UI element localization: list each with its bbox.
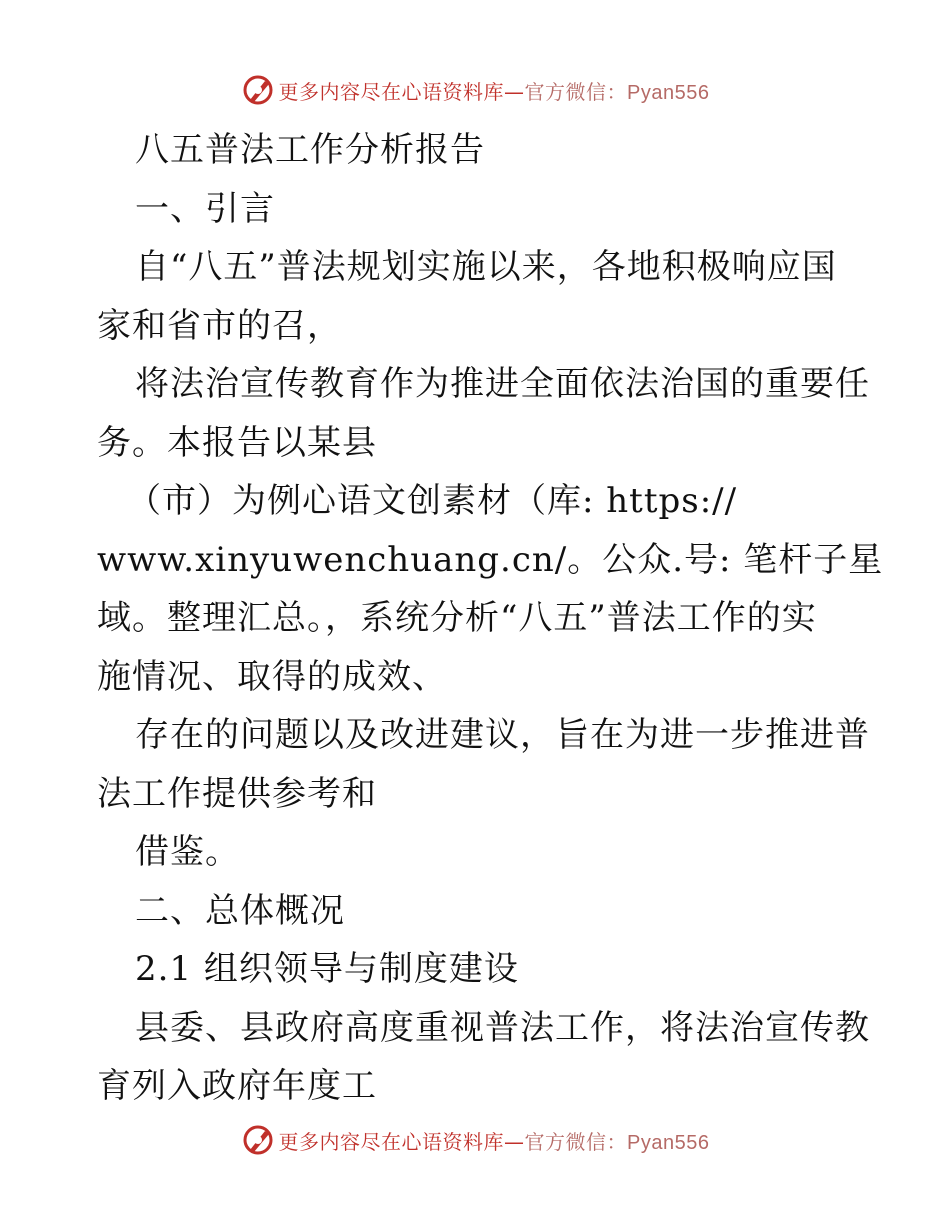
paragraph-line: 法工作提供参考和 (97, 773, 377, 814)
paragraph-line: （市）为例心语文创素材（库: https:// (127, 481, 738, 521)
document-body (97, 121, 884, 1116)
paragraph-line: 县委、县政府高度重视普法工作，将法治宣传教 (135, 1007, 870, 1048)
paragraph-line: 育列入政府年度工 (97, 1066, 377, 1106)
section-heading-intro: 一、引言 (135, 188, 275, 229)
footer-watermark (0, 1120, 950, 1160)
paragraph-line: 存在的问题以及改进建议，旨在为进一步推进普 (135, 715, 870, 755)
section-heading-overview: 二、总体概况 (135, 890, 345, 931)
watermark-wechat-text: 官方微信：Pyan556 (524, 1131, 710, 1154)
watermark-site-text: 更多内容尽在心语资料库 (278, 79, 505, 104)
pen-circle-logo-icon (241, 73, 275, 107)
paragraph-line: 自“八五”普法规划实施以来，各地积极响应国 (135, 247, 837, 287)
paragraph-line: 家和省市的召， (97, 305, 342, 346)
paragraph-line: 务。本报告以某县 (97, 422, 377, 463)
paragraph-line: 域。整理汇总。，系统分析“八五”普法工作的实 (97, 598, 817, 638)
paragraph-line: 施情况、取得的成效、 (97, 656, 447, 697)
watermark-site-text: 更多内容尽在心语资料库 (278, 1129, 505, 1154)
pen-circle-logo-icon (241, 1123, 275, 1157)
paragraph-line: www.xinyuwenchuang.cn/。公众.号: 笔杆子星 (97, 539, 884, 580)
paragraph-line: 借鉴。 (135, 832, 240, 872)
header-watermark (0, 70, 950, 110)
subsection-heading: 2.1 组织领导与制度建设 (135, 949, 519, 989)
watermark-separator: — (504, 79, 525, 104)
watermark-wechat-text: 官方微信：Pyan556 (524, 81, 710, 104)
paragraph-line: 将法治宣传教育作为推进全面依法治国的重要任 (135, 364, 870, 404)
document-title: 八五普法工作分析报告 (135, 130, 485, 170)
watermark-separator: — (504, 1129, 525, 1154)
